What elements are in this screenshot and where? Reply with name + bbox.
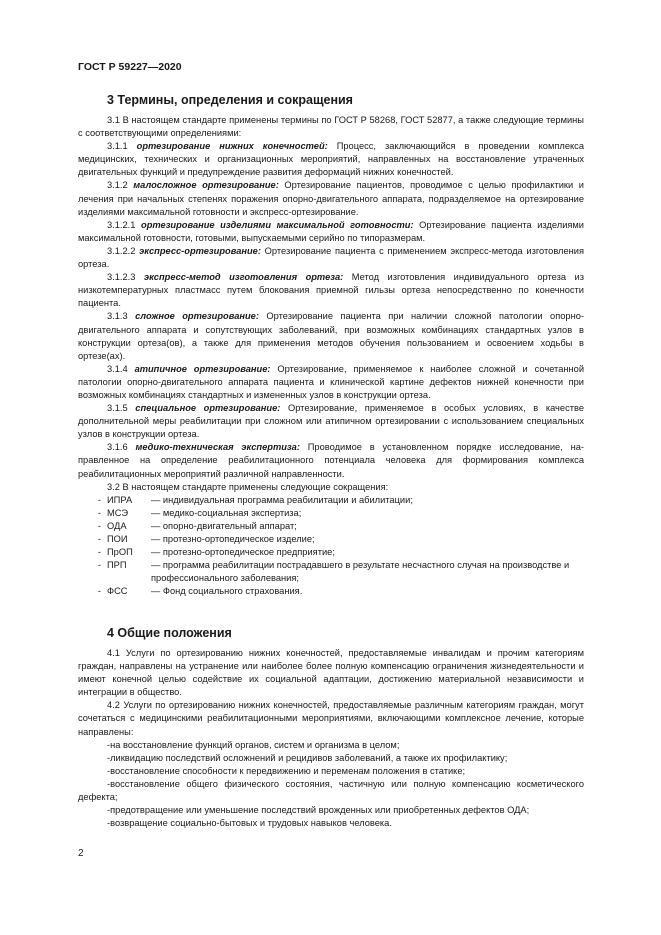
list-dash: -	[97, 560, 101, 571]
term-name: медико-техническая экспертиза:	[135, 442, 300, 453]
abbreviation-definition: — опорно-двигательный аппарат;	[151, 520, 297, 531]
term-3-1-2-1	[78, 219, 584, 245]
abbreviation-code: ИПРА	[107, 494, 133, 505]
list-item	[78, 778, 584, 804]
term-3-1-2-3	[78, 271, 584, 310]
section-3-heading: 3 Термины, определения и сокращения	[107, 93, 353, 107]
term-name: ортезирование изделиями максимальной готовности:	[141, 219, 414, 230]
abbreviation-definition: — индивидуальная программа реабилитации и абилитации;	[151, 494, 413, 505]
term-3-1-2-2	[78, 245, 584, 271]
term-number: 3.1.2.2	[107, 245, 140, 256]
term-3-1-1	[78, 140, 584, 179]
list-dash: -	[97, 547, 101, 558]
page-number: 2	[78, 848, 84, 859]
term-number: 3.1.2	[107, 180, 134, 191]
abbreviation-definition: — медико-социальная экспертиза;	[151, 507, 302, 518]
paragraph-4-1: 4.1 Услуги по ортезированию нижних конечностей, предоставляемые инвалидам и прочим категориям граждан, направлены на устранение или наиболее более полную компенсацию ограничения жизнедеятельности и имеют конечной целью содействие их социальной адаптации, достижению материальной независимости и интеграции в общество.	[78, 648, 584, 698]
abbreviation-definition: — программа реабилитации пострадавшего в результате несчастного случая на производстве и профессионального заболевания;	[151, 560, 570, 584]
term-number: 3.1.2.3	[107, 272, 144, 283]
list-item	[78, 817, 584, 830]
term-name: экспресс-ортезирование:	[139, 245, 261, 256]
abbreviation-definition: — протезно-ортопедическое изделие;	[151, 534, 315, 544]
term-definition: Ортезирование пациента с применением экспресс-метода изготовления ортеза.	[78, 245, 585, 270]
term-definition: Проводимое в установленном порядке исследование, направленное на определение реабилитационного потенциала человека для формирования комплекса реабилитационных мероприятий различной направленности.	[78, 442, 585, 479]
abbreviation-item	[78, 507, 584, 520]
term-definition: Ортезирование, применяемое к наиболее сложной и сочетанной патологии опорно-двигательного аппарата пациента и клинической картине дефектов нижней конечности при возможных комбинациях стандартных и измененных узлов в конструкции ортеза.	[78, 363, 585, 400]
term-definition: Процесс, заключающийся в проведении комплекса медицинских, технических и организационных мероприятий, направленных на восстановление утраченных двигательных функций и предупреждение развития деформаций нижних конечностей.	[78, 141, 584, 178]
list-dash: -	[107, 739, 111, 750]
abbreviation-code: ФСС	[107, 586, 128, 597]
list-item	[78, 765, 584, 778]
abbreviation-code: ПРП	[107, 560, 127, 571]
list-item-text: на восстановление функций органов, систем и организма в целом;	[110, 739, 400, 750]
term-number: 3.1.2.1	[107, 219, 142, 230]
list-dash: -	[97, 586, 101, 597]
list-dash: -	[97, 494, 101, 505]
term-name: атипичное ортезирование:	[134, 363, 271, 374]
list-item-text: восстановление общего физического состояния, частичную или полную компенсацию косметического дефекта;	[78, 778, 584, 803]
term-3-1-6	[78, 441, 584, 480]
list-dash: -	[97, 534, 101, 544]
list-item-text: предотвращение или уменьшение последствий врожденных или приобретенных дефектов ОДА;	[110, 805, 530, 816]
list-item	[78, 752, 584, 765]
term-number: 3.1.3	[107, 311, 136, 322]
abbreviation-item	[78, 546, 584, 559]
abbreviation-list	[78, 494, 584, 599]
list-item-text: ликвидацию последствий осложнений и рецидивов заболеваний, а также их профилактику;	[110, 752, 508, 763]
list-dash: -	[107, 818, 111, 829]
abbreviation-item	[78, 585, 584, 598]
term-3-1-2	[78, 179, 584, 218]
list-item	[78, 739, 584, 752]
section-4-heading: 4 Общие положения	[107, 626, 232, 640]
section-4-body	[78, 647, 584, 830]
term-name: ортезирование нижних конечностей:	[136, 141, 328, 152]
term-number: 3.1.5	[107, 403, 136, 414]
section-3-body	[78, 114, 584, 598]
abbreviation-code: ОДА	[107, 520, 127, 531]
list-dash: -	[107, 765, 111, 776]
document-code: ГОСТ Р 59227—2020	[78, 61, 182, 73]
abbreviation-item	[78, 494, 584, 507]
term-3-1-5	[78, 402, 584, 441]
term-definition: Ортезирование пациента при наличии сложной патологии опорно-двигательного аппарата и сопутствующих заболеваний, при возможных комбинациях стандартных узлов в конструкции ортеза(ов), а также для применения методов обучения пользованием и освоением ходьбы в ортезе(ах).	[78, 311, 584, 361]
term-3-1-4	[78, 363, 584, 402]
paragraph-3-1: 3.1 В настоящем стандарте применены термины по ГОСТ Р 58268, ГОСТ 52877, а также следующие термины с соответствующими определениями:	[78, 115, 584, 139]
list-item	[78, 804, 584, 817]
abbreviation-code: ПОИ	[107, 534, 128, 544]
list-dash: -	[97, 507, 101, 518]
abbreviation-item	[78, 559, 584, 585]
term-definition: Метод изготовления индивидуального ортеза из низкотемпературных пластмасс путем блокования приемной гильзы ортеза непосредственно по конечности пациента.	[78, 272, 584, 309]
term-name: специальное ортезирование:	[135, 403, 281, 414]
paragraph-3-2: 3.2 В настоящем стандарте применены следующие сокращения:	[107, 481, 389, 492]
term-number: 3.1.4	[107, 363, 135, 374]
abbreviation-definition: — протезно-ортопедическое предприятие;	[151, 547, 335, 558]
term-number: 3.1.1	[107, 141, 137, 152]
term-name: сложное ортезирование:	[135, 311, 259, 322]
paragraph-4-2: 4.2 Услуги по ортезированию нижних конечностей, предоставляемые различным категориям граждан, могут сочетаться с медицинскими реабилитационными мероприятиями, включающими комплексное лечение, которые направлены:	[78, 700, 584, 737]
list-item-text: возвращение социально-бытовых и трудовых навыков человека.	[110, 818, 392, 829]
term-3-1-3	[78, 310, 584, 362]
list-dash: -	[107, 805, 111, 816]
abbreviation-item	[78, 533, 584, 546]
list-item-text: восстановление способности к передвижению и переменам положения в статике;	[110, 765, 466, 776]
term-definition: Ортезирование, применяемое в особых условиях, в качестве дополнительной меры реабилитации при сложном или атипичном ортезировании с использованием специальных узлов в конструкции ортеза.	[78, 403, 584, 440]
list-dash: -	[107, 752, 111, 763]
term-name: малосложное ортезирование:	[133, 180, 279, 191]
abbreviation-code: ПрОП	[107, 547, 133, 558]
term-definition: Ортезирование пациента изделиями максимальной готовности, готовыми, выпускаемыми серийно по типоразмерам.	[78, 219, 585, 243]
abbreviation-code: МСЭ	[107, 507, 129, 518]
abbreviation-item	[78, 520, 584, 533]
abbreviation-definition: — Фонд социального страхования.	[151, 586, 303, 597]
term-name: экспресс-метод изготовления ортеза:	[143, 272, 344, 283]
term-definition: Ортезирование пациентов, проводимое с целью профилактики и лечения при начальных степенях поражения опорно-двигательного аппарата, подразделяемое на ортезирование изделиями максимальной готовности и экспресс-ортезирование.	[78, 180, 584, 217]
list-dash: -	[107, 778, 111, 789]
term-number: 3.1.6	[107, 442, 136, 453]
list-dash: -	[97, 520, 101, 531]
